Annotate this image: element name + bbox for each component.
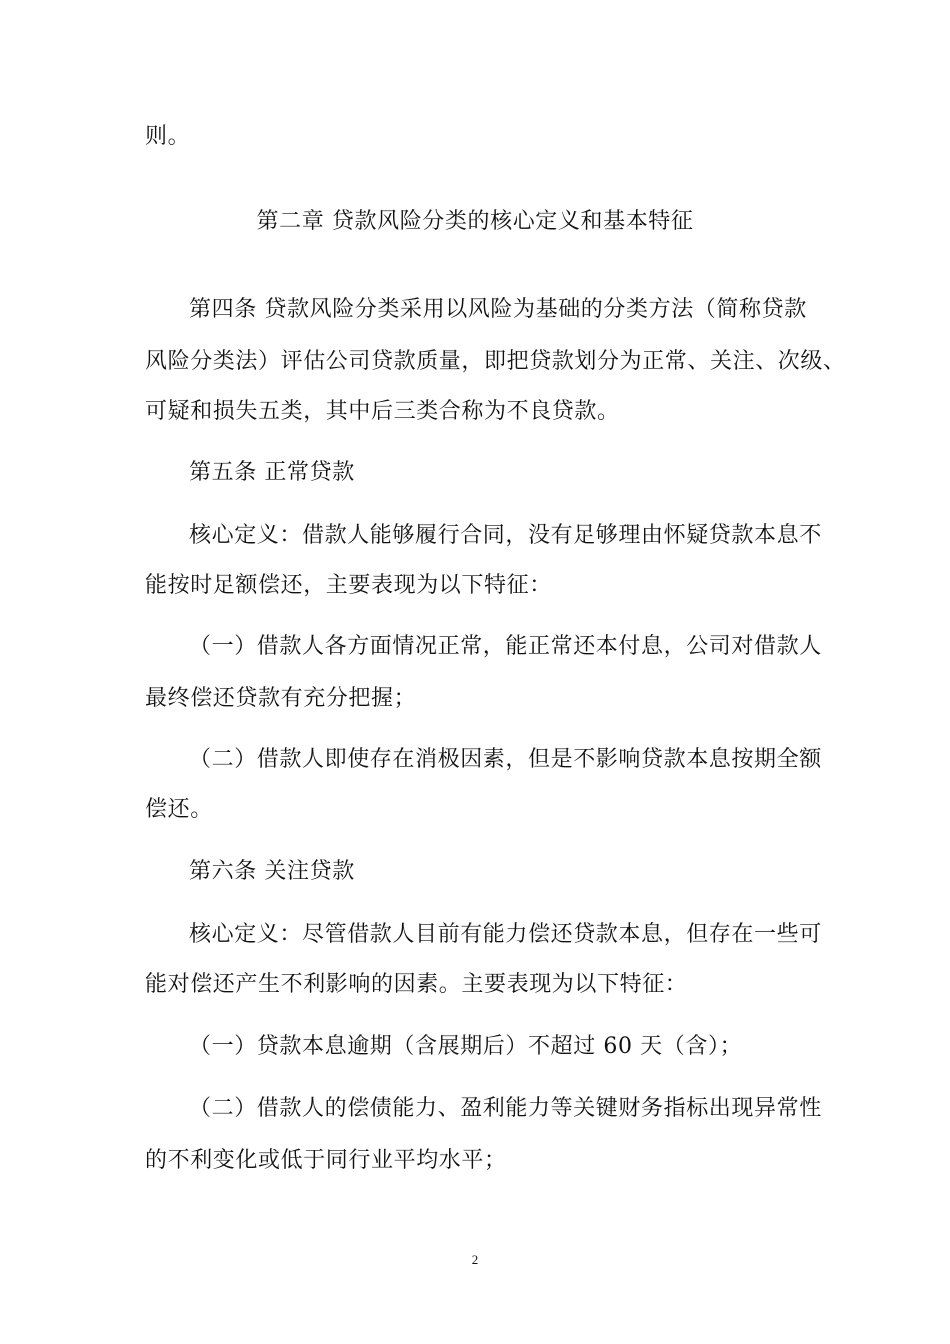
text-line: 则。 <box>145 124 191 149</box>
text-line: （一）贷款本息逾期（含展期后）不超过 60 天（含）； <box>189 1034 743 1059</box>
text-line: 核心定义：借款人能够履行合同，没有足够理由怀疑贷款本息不 <box>189 523 822 548</box>
text-line: 最终偿还贷款有充分把握； <box>145 686 417 711</box>
text-line: （二）借款人即使存在消极因素，但是不影响贷款本息按期全额 <box>189 747 822 772</box>
text-line: 能按时足额偿还，主要表现为以下特征： <box>145 573 552 598</box>
text-line: 核心定义：尽管借款人目前有能力偿还贷款本息，但存在一些可 <box>189 922 822 947</box>
article-heading: 第五条 正常贷款 <box>189 460 355 485</box>
article-heading: 第六条 关注贷款 <box>189 859 355 884</box>
text-line: 的不利变化或低于同行业平均水平； <box>145 1148 507 1173</box>
text-line: 偿还。 <box>145 797 213 822</box>
text-line: （二）借款人的偿债能力、盈利能力等关键财务指标出现异常性 <box>189 1096 822 1121</box>
text-line: 能对偿还产生不利影响的因素。主要表现为以下特征： <box>145 972 688 997</box>
text-line: 第四条 贷款风险分类采用以风险为基础的分类方法（简称贷款 <box>189 297 807 322</box>
text-line: （一）借款人各方面情况正常，能正常还本付息，公司对借款人 <box>189 634 822 659</box>
text-line: 风险分类法）评估公司贷款质量，即把贷款划分为正常、关注、次级、 <box>145 349 846 374</box>
text-line: 可疑和损失五类，其中后三类合称为不良贷款。 <box>145 399 620 424</box>
page-number: 2 <box>471 1252 479 1267</box>
chapter-title: 第二章 贷款风险分类的核心定义和基本特征 <box>256 209 694 234</box>
